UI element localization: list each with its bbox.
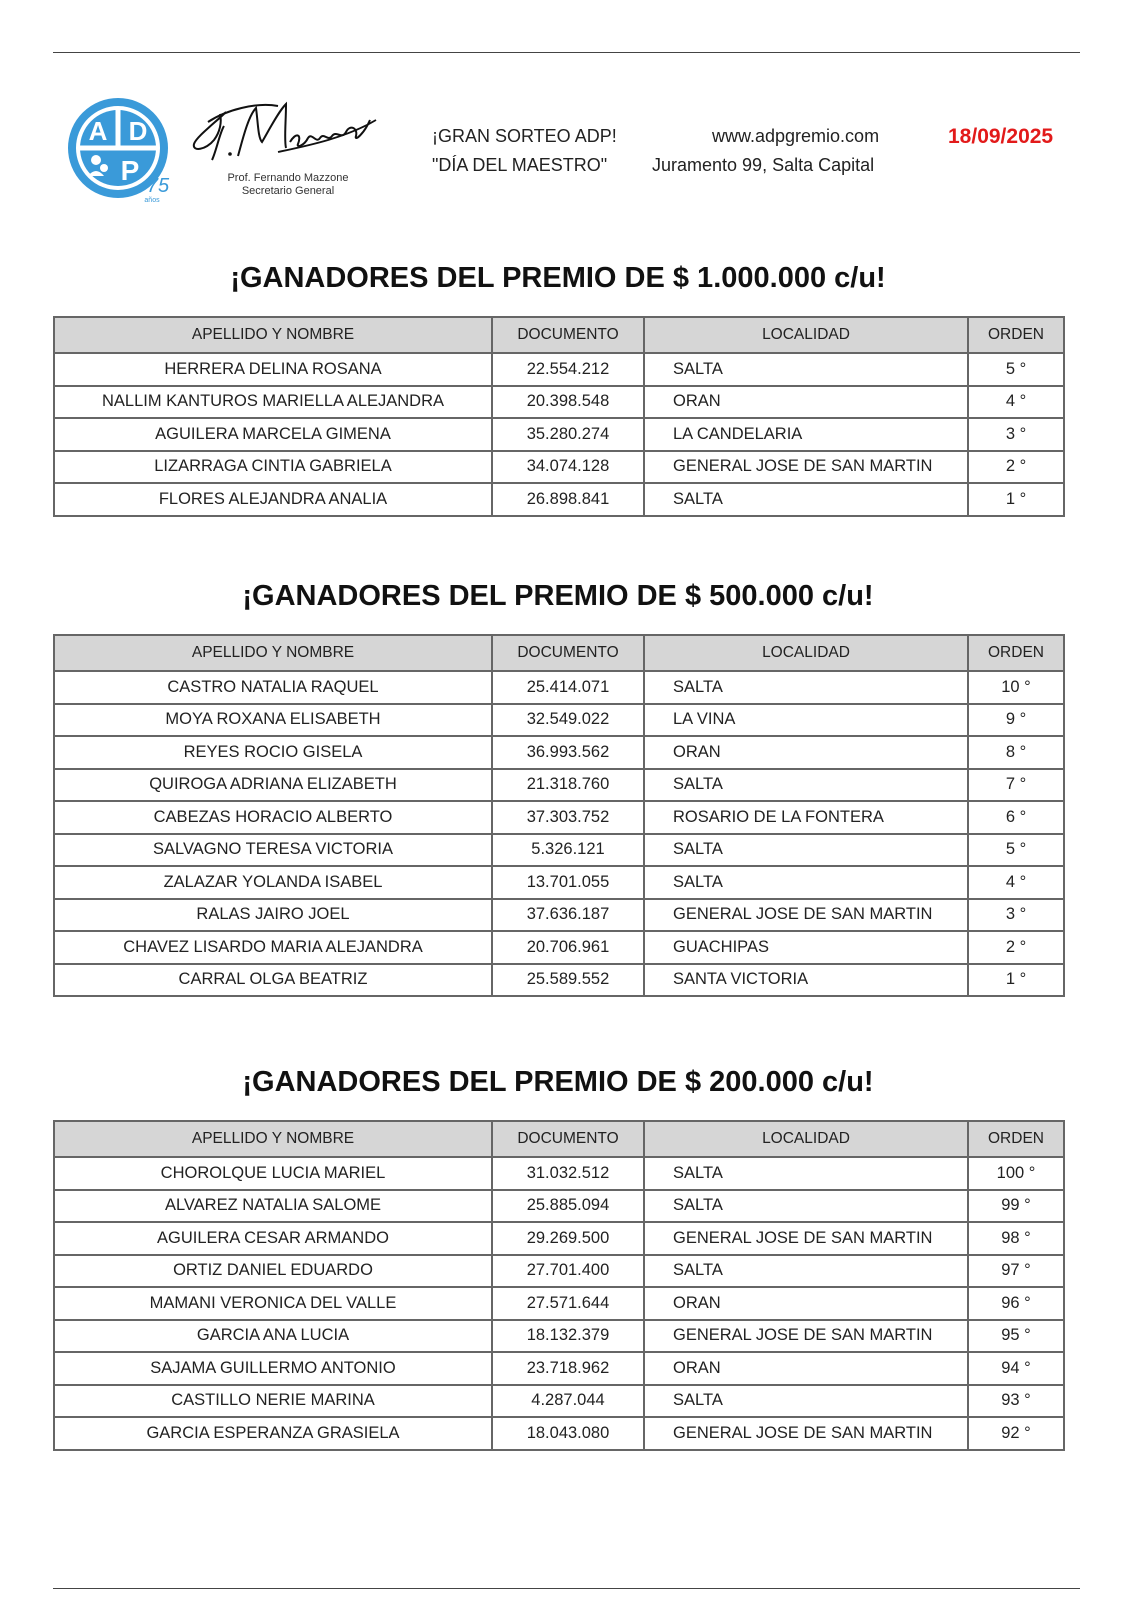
table-row xyxy=(54,483,1064,516)
cell-locality: GENERAL JOSE DE SAN MARTIN xyxy=(644,1222,968,1255)
table-row xyxy=(54,931,1064,964)
cell-name: ALVAREZ NATALIA SALOME xyxy=(54,1190,492,1223)
cell-document: 25.414.071 xyxy=(492,671,644,704)
cell-order: 3 ° xyxy=(968,899,1064,932)
top-rule xyxy=(53,52,1080,53)
col-header-order: ORDEN xyxy=(968,1121,1064,1157)
table-row xyxy=(54,1385,1064,1418)
table-row xyxy=(54,1222,1064,1255)
cell-locality: GENERAL JOSE DE SAN MARTIN xyxy=(644,1417,968,1450)
cell-locality: ROSARIO DE LA FONTERA xyxy=(644,801,968,834)
cell-order: 92 ° xyxy=(968,1417,1064,1450)
cell-name: FLORES ALEJANDRA ANALIA xyxy=(54,483,492,516)
col-header-name: APELLIDO Y NOMBRE xyxy=(54,317,492,353)
draw-date: 18/09/2025 xyxy=(948,125,1054,148)
cell-order: 8 ° xyxy=(968,736,1064,769)
table-row xyxy=(54,834,1064,867)
cell-order: 98 ° xyxy=(968,1222,1064,1255)
cell-order: 96 ° xyxy=(968,1287,1064,1320)
table-row xyxy=(54,769,1064,802)
table-row xyxy=(54,353,1064,386)
section-title-500k: ¡GANADORES DEL PREMIO DE $ 500.000 c/u! xyxy=(242,580,874,612)
col-header-name: APELLIDO Y NOMBRE xyxy=(54,635,492,671)
col-header-name: APELLIDO Y NOMBRE xyxy=(54,1121,492,1157)
cell-name: CHAVEZ LISARDO MARIA ALEJANDRA xyxy=(54,931,492,964)
cell-locality: SALTA xyxy=(644,483,968,516)
table-row xyxy=(54,736,1064,769)
cell-document: 27.571.644 xyxy=(492,1287,644,1320)
cell-order: 2 ° xyxy=(968,451,1064,484)
table-row xyxy=(54,964,1064,997)
cell-name: SALVAGNO TERESA VICTORIA xyxy=(54,834,492,867)
cell-order: 94 ° xyxy=(968,1352,1064,1385)
cell-name: MAMANI VERONICA DEL VALLE xyxy=(54,1287,492,1320)
cell-locality: ORAN xyxy=(644,1352,968,1385)
cell-locality: ORAN xyxy=(644,736,968,769)
cell-order: 97 ° xyxy=(968,1255,1064,1288)
table-row xyxy=(54,1287,1064,1320)
cell-order: 7 ° xyxy=(968,769,1064,802)
cell-locality: SALTA xyxy=(644,671,968,704)
col-header-document: DOCUMENTO xyxy=(492,635,644,671)
cell-name: SAJAMA GUILLERMO ANTONIO xyxy=(54,1352,492,1385)
cell-locality: SALTA xyxy=(644,353,968,386)
cell-order: 2 ° xyxy=(968,931,1064,964)
cell-document: 23.718.962 xyxy=(492,1352,644,1385)
cell-name: GARCIA ANA LUCIA xyxy=(54,1320,492,1353)
cell-locality: GENERAL JOSE DE SAN MARTIN xyxy=(644,899,968,932)
col-header-order: ORDEN xyxy=(968,635,1064,671)
address: Juramento 99, Salta Capital xyxy=(652,155,875,175)
table-row xyxy=(54,1157,1064,1190)
cell-name: MOYA ROXANA ELISABETH xyxy=(54,704,492,737)
cell-document: 26.898.841 xyxy=(492,483,644,516)
cell-order: 1 ° xyxy=(968,483,1064,516)
col-header-locality: LOCALIDAD xyxy=(644,317,968,353)
table-row xyxy=(54,704,1064,737)
table-row xyxy=(54,671,1064,704)
cell-order: 3 ° xyxy=(968,418,1064,451)
cell-order: 10 ° xyxy=(968,671,1064,704)
section-title-200k: ¡GANADORES DEL PREMIO DE $ 200.000 c/u! xyxy=(242,1066,874,1098)
cell-document: 18.132.379 xyxy=(492,1320,644,1353)
cell-name: GARCIA ESPERANZA GRASIELA xyxy=(54,1417,492,1450)
cell-order: 9 ° xyxy=(968,704,1064,737)
col-header-order: ORDEN xyxy=(968,317,1064,353)
cell-locality: ORAN xyxy=(644,386,968,419)
bottom-rule xyxy=(53,1588,1080,1589)
cell-locality: LA CANDELARIA xyxy=(644,418,968,451)
cell-document: 37.636.187 xyxy=(492,899,644,932)
cell-locality: SALTA xyxy=(644,1190,968,1223)
signature-role: Secretario General xyxy=(241,185,335,197)
cell-locality: GUACHIPAS xyxy=(644,931,968,964)
winners-table-500k xyxy=(53,634,1065,997)
col-header-document: DOCUMENTO xyxy=(492,1121,644,1157)
cell-document: 4.287.044 xyxy=(492,1385,644,1418)
cell-document: 22.554.212 xyxy=(492,353,644,386)
cell-document: 29.269.500 xyxy=(492,1222,644,1255)
cell-name: RALAS JAIRO JOEL xyxy=(54,899,492,932)
cell-name: REYES ROCIO GISELA xyxy=(54,736,492,769)
cell-locality: SANTA VICTORIA xyxy=(644,964,968,997)
cell-name: CASTRO NATALIA RAQUEL xyxy=(54,671,492,704)
event-title: ¡GRAN SORTEO ADP! xyxy=(432,126,617,146)
cell-name: ZALAZAR YOLANDA ISABEL xyxy=(54,866,492,899)
cell-document: 20.398.548 xyxy=(492,386,644,419)
cell-name: CARRAL OLGA BEATRIZ xyxy=(54,964,492,997)
table-row xyxy=(54,1417,1064,1450)
cell-locality: SALTA xyxy=(644,1157,968,1190)
winners-table-200k xyxy=(53,1120,1065,1451)
cell-locality: SALTA xyxy=(644,834,968,867)
svg-text:años: años xyxy=(144,197,160,204)
cell-order: 4 ° xyxy=(968,866,1064,899)
cell-document: 25.885.094 xyxy=(492,1190,644,1223)
cell-locality: GENERAL JOSE DE SAN MARTIN xyxy=(644,1320,968,1353)
cell-locality: SALTA xyxy=(644,866,968,899)
cell-locality: SALTA xyxy=(644,1385,968,1418)
svg-text:75: 75 xyxy=(146,175,170,197)
cell-name: NALLIM KANTUROS MARIELLA ALEJANDRA xyxy=(54,386,492,419)
cell-document: 31.032.512 xyxy=(492,1157,644,1190)
col-header-document: DOCUMENTO xyxy=(492,317,644,353)
cell-order: 99 ° xyxy=(968,1190,1064,1223)
cell-locality: GENERAL JOSE DE SAN MARTIN xyxy=(644,451,968,484)
cell-document: 27.701.400 xyxy=(492,1255,644,1288)
svg-text:P: P xyxy=(120,155,140,186)
cell-order: 95 ° xyxy=(968,1320,1064,1353)
event-subtitle: "DÍA DEL MAESTRO" xyxy=(432,155,608,175)
table-row xyxy=(54,1190,1064,1223)
cell-locality: LA VINA xyxy=(644,704,968,737)
table-row xyxy=(54,1255,1064,1288)
cell-order: 1 ° xyxy=(968,964,1064,997)
cell-name: QUIROGA ADRIANA ELIZABETH xyxy=(54,769,492,802)
cell-document: 36.993.562 xyxy=(492,736,644,769)
cell-document: 37.303.752 xyxy=(492,801,644,834)
cell-name: HERRERA DELINA ROSANA xyxy=(54,353,492,386)
table-row xyxy=(54,866,1064,899)
cell-document: 20.706.961 xyxy=(492,931,644,964)
adp-logo xyxy=(66,96,178,206)
cell-document: 5.326.121 xyxy=(492,834,644,867)
svg-text:A: A xyxy=(88,116,108,146)
cell-order: 93 ° xyxy=(968,1385,1064,1418)
svg-text:D: D xyxy=(128,116,148,146)
cell-name: AGUILERA CESAR ARMANDO xyxy=(54,1222,492,1255)
cell-order: 5 ° xyxy=(968,834,1064,867)
col-header-locality: LOCALIDAD xyxy=(644,635,968,671)
table-row xyxy=(54,1320,1064,1353)
cell-document: 34.074.128 xyxy=(492,451,644,484)
col-header-locality: LOCALIDAD xyxy=(644,1121,968,1157)
cell-document: 13.701.055 xyxy=(492,866,644,899)
cell-order: 100 ° xyxy=(968,1157,1064,1190)
signature-name: Prof. Fernando Mazzone xyxy=(227,172,349,184)
cell-document: 18.043.080 xyxy=(492,1417,644,1450)
table-row xyxy=(54,801,1064,834)
cell-locality: ORAN xyxy=(644,1287,968,1320)
cell-name: LIZARRAGA CINTIA GABRIELA xyxy=(54,451,492,484)
cell-locality: SALTA xyxy=(644,1255,968,1288)
cell-locality: SALTA xyxy=(644,769,968,802)
table-row xyxy=(54,386,1064,419)
cell-name: CABEZAS HORACIO ALBERTO xyxy=(54,801,492,834)
winners-table-1m xyxy=(53,316,1065,517)
signature-caption xyxy=(200,172,376,198)
cell-order: 6 ° xyxy=(968,801,1064,834)
cell-name: CASTILLO NERIE MARINA xyxy=(54,1385,492,1418)
table-row xyxy=(54,899,1064,932)
cell-order: 5 ° xyxy=(968,353,1064,386)
signature-mark xyxy=(186,92,382,174)
cell-document: 32.549.022 xyxy=(492,704,644,737)
cell-name: ORTIZ DANIEL EDUARDO xyxy=(54,1255,492,1288)
cell-name: AGUILERA MARCELA GIMENA xyxy=(54,418,492,451)
cell-name: CHOROLQUE LUCIA MARIEL xyxy=(54,1157,492,1190)
cell-document: 25.589.552 xyxy=(492,964,644,997)
website-link[interactable]: www.adpgremio.com xyxy=(712,126,880,146)
section-title-1m: ¡GANADORES DEL PREMIO DE $ 1.000.000 c/u! xyxy=(230,262,886,294)
table-row xyxy=(54,418,1064,451)
table-row xyxy=(54,451,1064,484)
table-row xyxy=(54,1352,1064,1385)
cell-document: 35.280.274 xyxy=(492,418,644,451)
cell-order: 4 ° xyxy=(968,386,1064,419)
cell-document: 21.318.760 xyxy=(492,769,644,802)
